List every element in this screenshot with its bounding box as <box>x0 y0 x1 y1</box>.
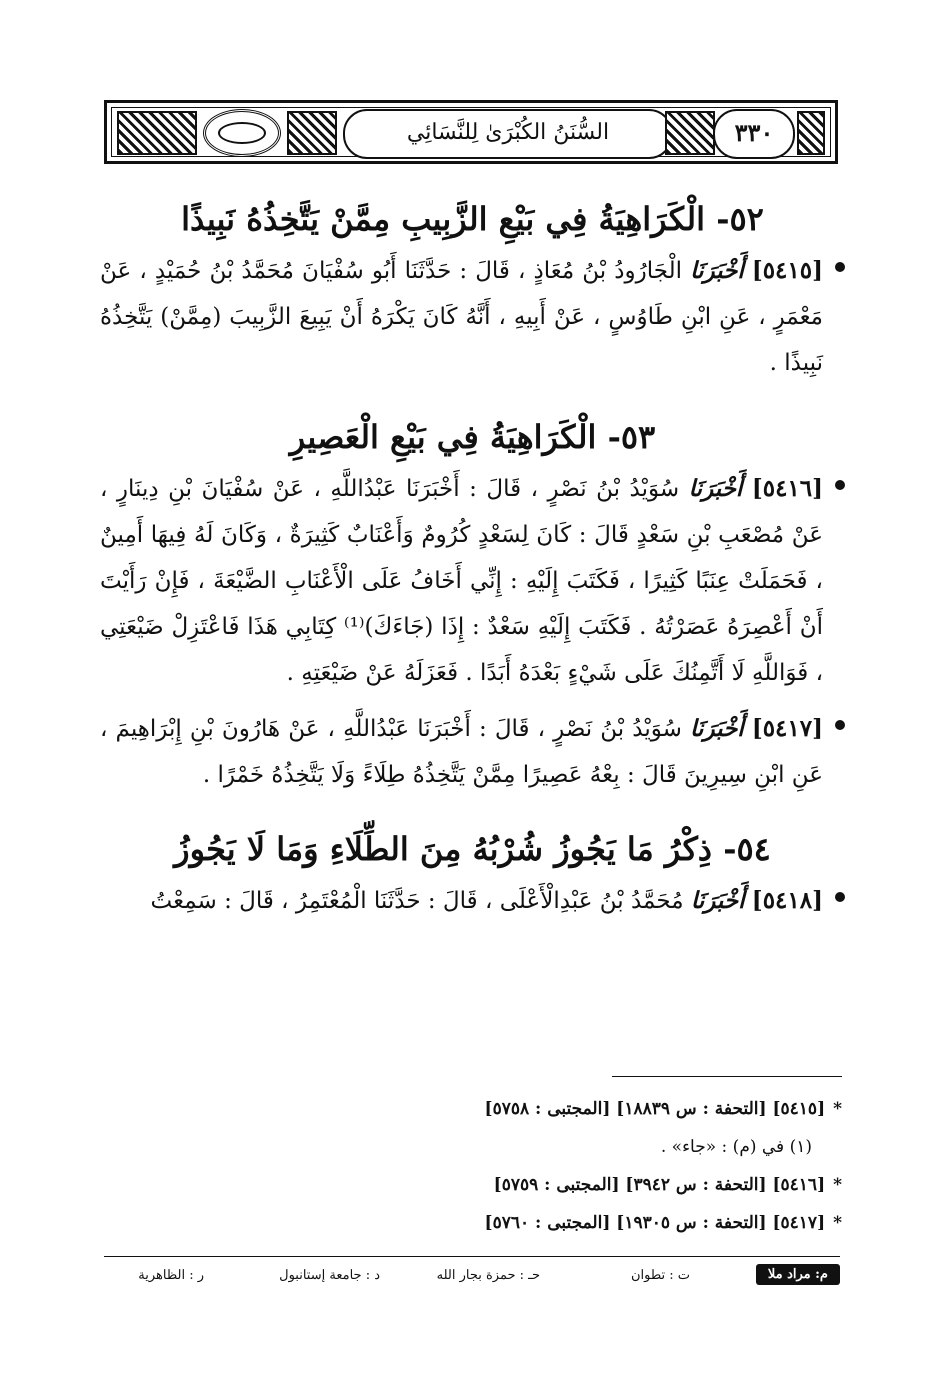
chapter-heading-53: ٥٣- الْكَرَاهِيَةُ فِي بَيْعِ الْعَصِيرِ <box>289 418 656 456</box>
bottom-separator <box>104 1256 840 1257</box>
hadith-text: الْجَارُودُ بْنُ مُعَاذٍ ، قَالَ : حَدَّثَنَا أَبُو سُفْيَانَ مُحَمَّدُ بْنُ حُمَيْدٍ ، عَنْ مَعْمَرٍ ، عَنِ ابْنِ طَاوُسٍ ، عَنْ أَبِيهِ ، أَنَّهُ كَانَ يَكْرَهُ أَنْ يَبِيعَ الزَّبِيبَ (مِمَّنْ) يَتَّخِذُهُ نَبِيذًا . <box>100 258 823 376</box>
page-header <box>104 100 838 164</box>
bullet-icon <box>835 262 845 272</box>
footnote-5415 <box>300 1090 842 1128</box>
hadith-5416 <box>100 466 845 696</box>
hadith-opening: أَخْبَرَنَا <box>688 475 743 502</box>
hadith-5418 <box>100 878 845 924</box>
footnote-5417 <box>300 1204 842 1242</box>
ornament-left <box>117 111 197 155</box>
footnote-text: [٥٤١٦] [التحفة : س ٣٩٤٢] [المجتبى : ٥٧٥٩] <box>493 1175 826 1195</box>
star-icon: * <box>833 1175 842 1195</box>
hadith-number: [٥٤١٥] <box>751 257 824 284</box>
manuscript-key-item: م: مراد ملا <box>756 1264 840 1285</box>
footnote-text: (١) في (م) : «جاء» . <box>660 1137 812 1157</box>
ornament-left-inner <box>287 111 337 155</box>
manuscript-key-item: د : جامعة إستانبول <box>279 1268 380 1283</box>
ornament-right <box>797 111 825 155</box>
hadith-number: [٥٤١٧] <box>751 715 824 742</box>
bullet-icon <box>835 720 845 730</box>
book-title: السُّنَنُ الكُبْرَىٰ لِلنَّسَائِي <box>343 109 673 159</box>
ornament-right-inner <box>665 111 715 155</box>
bullet-icon <box>835 480 845 490</box>
book-seal-logo <box>203 109 281 157</box>
hadith-number: [٥٤١٦] <box>751 475 824 502</box>
footnote-1 <box>300 1128 842 1166</box>
bullet-icon <box>835 892 845 902</box>
hadith-opening: أَخْبَرَنَا <box>690 715 744 742</box>
page-content <box>100 190 845 924</box>
chapter-heading-54: ٥٤- ذِكْرُ مَا يَجُوزُ شُرْبُهُ مِنَ الطِّلَاءِ وَمَا لَا يَجُوزُ <box>174 830 771 868</box>
page-number: ٣٣٠ <box>713 109 795 159</box>
hadith-5415 <box>100 248 845 386</box>
star-icon: * <box>833 1213 842 1233</box>
footnote-text: [٥٤١٧] [التحفة : س ١٩٣٠٥] [المجتبى : ٥٧٦٠] <box>484 1213 826 1233</box>
chapter-heading-52: ٥٢- الْكَرَاهِيَةُ فِي بَيْعِ الزَّبِيبِ مِمَّنْ يَتَّخِذُهُ نَبِيذًا <box>181 200 764 238</box>
footnotes <box>300 1090 842 1242</box>
hadith-text: سُوَيْدُ بْنُ نَصْرٍ ، قَالَ : أَخْبَرَنَا عَبْدُاللَّهِ ، عَنْ هَارُونَ بْنِ إِبْرَاهِيمَ ، عَنِ ابْنِ سِيرِينَ قَالَ : بِعْهُ عَصِيرًا مِمَّنْ يَتَّخِذُهُ طِلَاءً وَلَا يَتَّخِذُهُ خَمْرًا . <box>100 716 823 788</box>
footnote-separator <box>612 1076 842 1077</box>
manuscript-key-item: ت : تطوان <box>630 1268 690 1283</box>
manuscript-key-item: ر : الظاهرية <box>138 1268 204 1283</box>
hadith-number: [٥٤١٨] <box>751 887 823 914</box>
manuscript-key <box>104 1264 840 1292</box>
footnote-text: [٥٤١٥] [التحفة : س ١٨٨٣٩] [المجتبى : ٥٧٥٨] <box>484 1099 826 1119</box>
hadith-5417 <box>100 706 845 798</box>
hadith-text: سُوَيْدُ بْنُ نَصْرٍ ، قَالَ : أَخْبَرَنَا عَبْدُاللَّهِ ، عَنْ سُفْيَانَ بْنِ دِينَارٍ ، عَنْ مُصْعَبِ بْنِ سَعْدٍ قَالَ : كَانَ لِسَعْدٍ كُرُومٌ وَأَعْنَابٌ كَثِيرَةٌ ، وَكَانَ لَهُ فِيهَا أَمِينٌ ، فَحَمَلَتْ عِنَبًا كَثِيرًا ، فَكَتَبَ إِلَيْهِ : إِنِّي أَخَافُ عَلَى الْأَعْنَابِ الضَّيْعَةَ ، فَإِنْ رَأَيْتَ أَنْ أَعْصِرَهُ عَصَرْتُهُ . فَكَتَبَ إِلَيْهِ سَعْدٌ : إِذَا (جَاءَكَ)⁽¹⁾ كِتَابِي هَذَا فَاعْتَزِلْ ضَيْعَتِي ، فَوَاللَّهِ لَا أَتَّمِنُكَ عَلَى شَيْءٍ بَعْدَهُ أَبَدًا . فَعَزَلَهُ عَنْ ضَيْعَتِهِ . <box>100 476 823 686</box>
star-icon: * <box>833 1099 842 1119</box>
hadith-text: مُحَمَّدُ بْنُ عَبْدِالْأَعْلَى ، قَالَ : حَدَّثَنَا الْمُعْتَمِرُ ، قَالَ : سَمِعْتُ <box>150 888 684 914</box>
footnote-5416 <box>300 1166 842 1204</box>
manuscript-key-item: حـ : حمزة بجار الله <box>436 1268 540 1283</box>
hadith-opening: أَخْبَرَنَا <box>690 887 745 914</box>
hadith-opening: أَخْبَرَنَا <box>690 257 744 284</box>
